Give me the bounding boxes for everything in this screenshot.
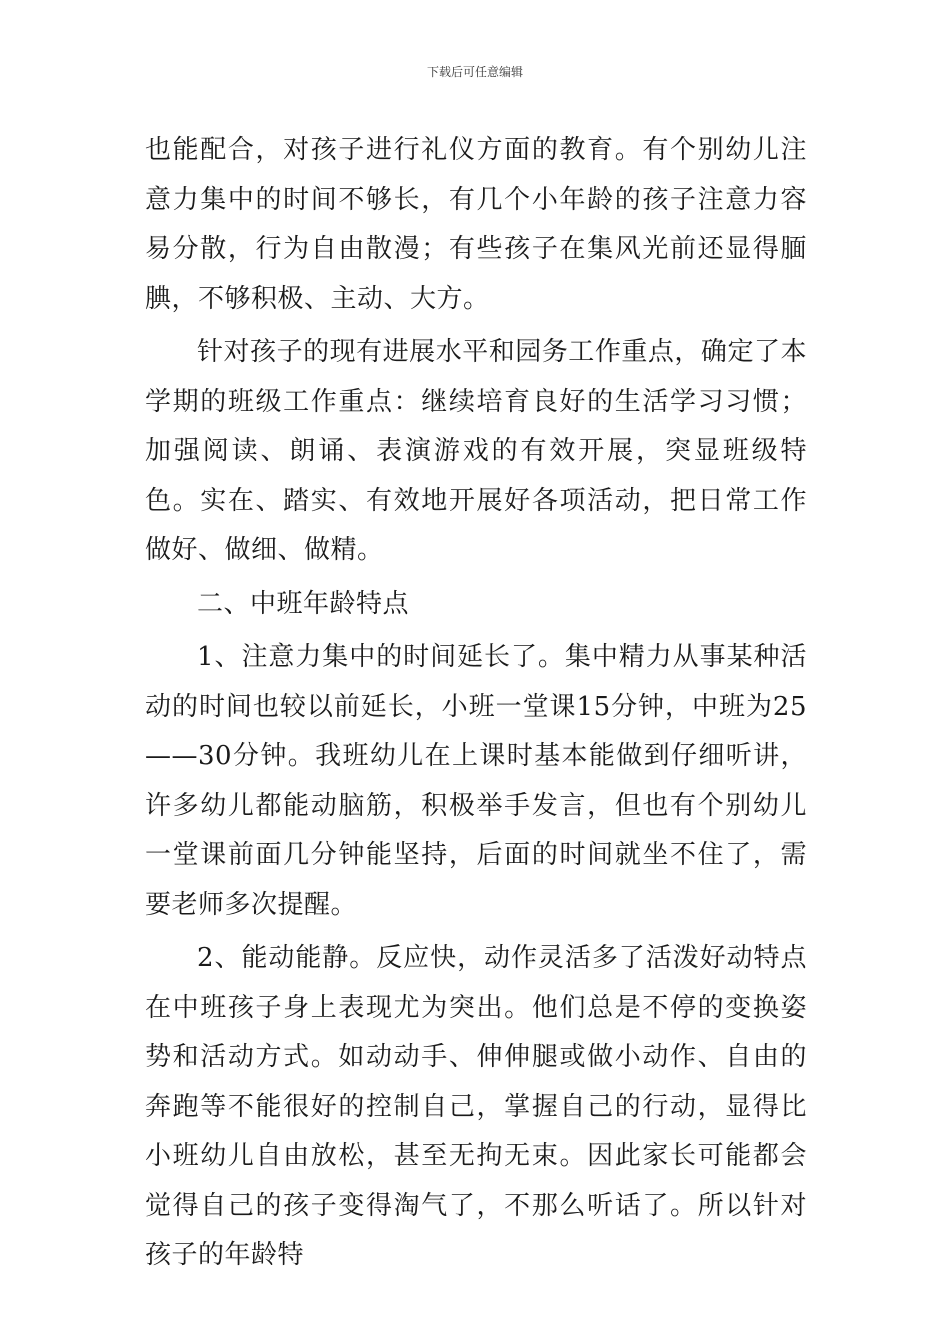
paragraph-class-work-focus: 针对孩子的现有进展水平和园务工作重点，确定了本学期的班级工作重点：继续培育良好的生活学习习惯；加强阅读、朗诵、表演游戏的有效开展，突显班级特色。实在、踏实、有效地开展好各项活动，把日常工作做好、做细、做精。 <box>145 337 807 565</box>
paragraph-etiquette-attention: 也能配合，对孩子进行礼仪方面的教育。有个别幼儿注意力集中的时间不够长，有几个小年龄的孩子注意力容易分散，行为自由散漫；有些孩子在集风光前还显得腼腆，不够积极、主动、大方。 <box>145 135 807 314</box>
paragraph-attention-span: 1、注意力集中的时间延长了。集中精力从事某种活动的时间也较以前延长，小班一堂课15分钟，中班为25——30分钟。我班幼儿在上课时基本能做到仔细听讲，许多幼儿都能动脑筋，积极举手发言，但也有个别幼儿一堂课前面几分钟能坚持，后面的时间就坐不住了，需要老师多次提醒。 <box>145 642 807 920</box>
section-heading-age-characteristics: 二、中班年龄特点 <box>197 588 410 619</box>
paragraph-active-and-quiet: 2、能动能静。反应快，动作灵活多了活泼好动特点在中班孩子身上表现尤为突出。他们总是不停的变换姿势和活动方式。如动动手、伸伸腿或做小动作、自由的奔跑等不能很好的控制自己，掌握自己的行动，显得比小班幼儿自由放松，甚至无拘无束。因此家长可能都会觉得自己的孩子变得淘气了，不那么听话了。所以针对孩子的年龄特 <box>145 943 807 1270</box>
document-body <box>145 126 807 1281</box>
page-header: 下载后可任意编辑 <box>426 65 523 79</box>
